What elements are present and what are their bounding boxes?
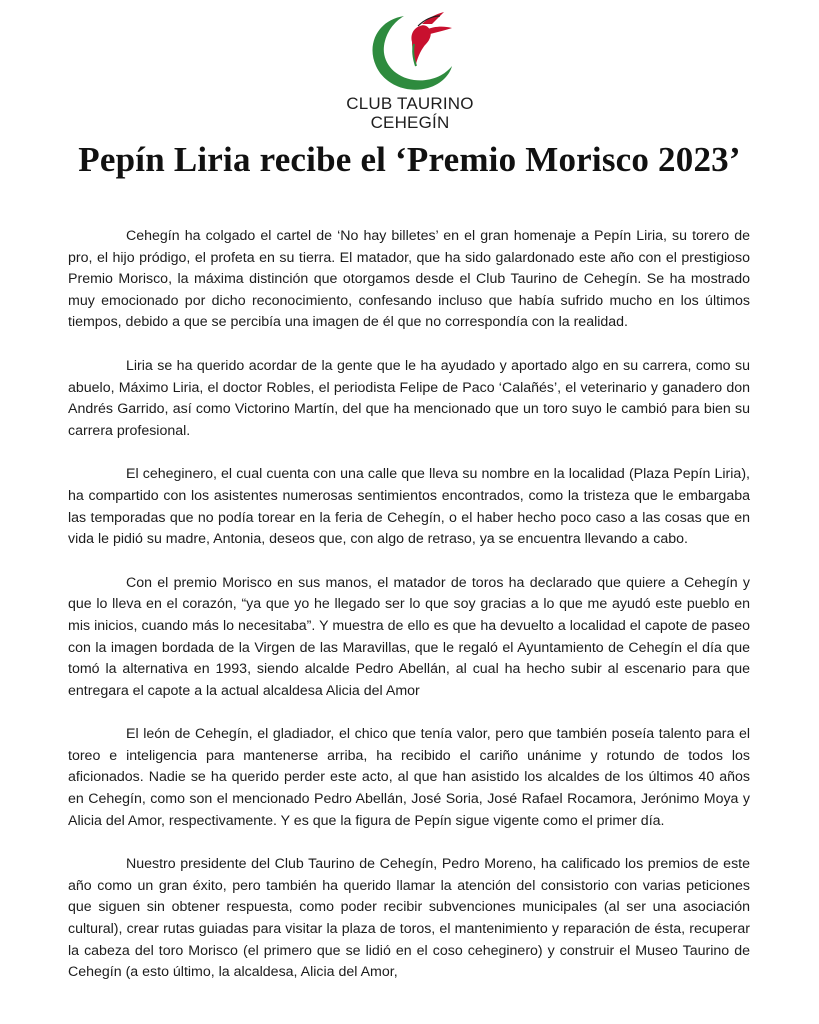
letterhead — [0, 0, 819, 140]
article-paragraph: Liria se ha querido acordar de la gente que le ha ayudado y aportado algo en su carrera, como su abuelo, Máximo Liria, el doctor Robles, el periodista Felipe de Paco ‘Calañés’, el veterinario y ganadero don Andrés Garrido, así como Victorino Martín, del que ha mencionado que un toro suyo le cambió para bien su carrera profesional. — [68, 357, 750, 439]
article-paragraph: Nuestro presidente del Club Taurino de Cehegín, Pedro Moreno, ha calificado los premios de este año como un gran éxito, pero también ha querido llamar la atención del consistorio con varias peticiones que siguen sin obtener respuesta, como poder recibir subvenciones municipales (al ser una asociación cultural), crear rutas guiadas para visitar la plaza de toros, el mantenimiento y reparación de ésta, recuperar la cabeza del toro Morisco (el primero que se lidió en el coso ceheginero) y construir el Museo Taurino de Cehegín (a esto último, la alcaldesa, Alicia del Amor, — [68, 856, 750, 981]
article-paragraph: Con el premio Morisco en sus manos, el matador de toros ha declarado que quiere a Cehegín y que lo lleva en el corazón, “ya que yo he llegado ser lo que soy gracias a lo que me ayudó este pueblo en mis inicios, cuando más lo necesitaba”. Y muestra de ello es que ha devuelto a localidad el capote de paseo con la imagen bordada de la Virgen de las Maravillas, que le regaló el Ayuntamiento de Cehegín el día que tomó la alternativa en 1993, siendo alcalde Pedro Abellán, al cual ha hecho subir al escenario para que entregara el capote a la actual alcaldesa Alicia del Amor — [68, 574, 750, 699]
club-name-line2: CEHEGÍN — [370, 113, 450, 132]
article-paragraph: El león de Cehegín, el gladiador, el chico que tenía valor, pero que también poseía talento para el toreo e inteligencia para mantenerse arriba, ha recibido el cariño unánime y rotundo de todos los aficionados. Nadie se ha querido perder este acto, al que han asistido los alcaldes de los últimos 40 años en Cehegín, como son el mencionado Pedro Abellán, José Soria, José Rafael Rocamora, Jerónimo Moya y Alicia del Amor, respectivamente. Y es que la figura de Pepín sigue vigente como el primer día. — [68, 726, 750, 829]
article-paragraph: El ceheginero, el cual cuenta con una calle que lleva su nombre en la localidad (Plaza Pepín Liria), ha compartido con los asistentes numerosas sentimientos encontrados, como la tristeza que le embargaba las temporadas que no podía torear en la feria de Cehegín, o el haber hecho poco caso a las cosas que en vida le pidió su madre, Antonia, deseos que, con algo de retraso, ya se encuentra llevando a cabo. — [68, 466, 750, 548]
article-body — [68, 226, 750, 1006]
club-name-line1: CLUB TAURINO — [346, 94, 474, 113]
article-paragraph: Cehegín ha colgado el cartel de ‘No hay billetes’ en el gran homenaje a Pepín Liria, su torero de pro, el hijo pródigo, el profeta en su tierra. El matador, que ha sido galardonado este año con el prestigioso Premio Morisco, la máxima distinción que otorgamos desde el Club Taurino de Cehegín. Se ha mostrado muy emocionado por dicho reconocimiento, confesando incluso que había sufrido mucho en los últimos tiempos, debido a que se percibía una imagen de él que no correspondía con la realidad. — [68, 228, 750, 331]
club-taurino-cehegin-logo — [352, 4, 472, 104]
article-headline: Pepín Liria recibe el ‘Premio Morisco 2023’ — [78, 140, 741, 179]
